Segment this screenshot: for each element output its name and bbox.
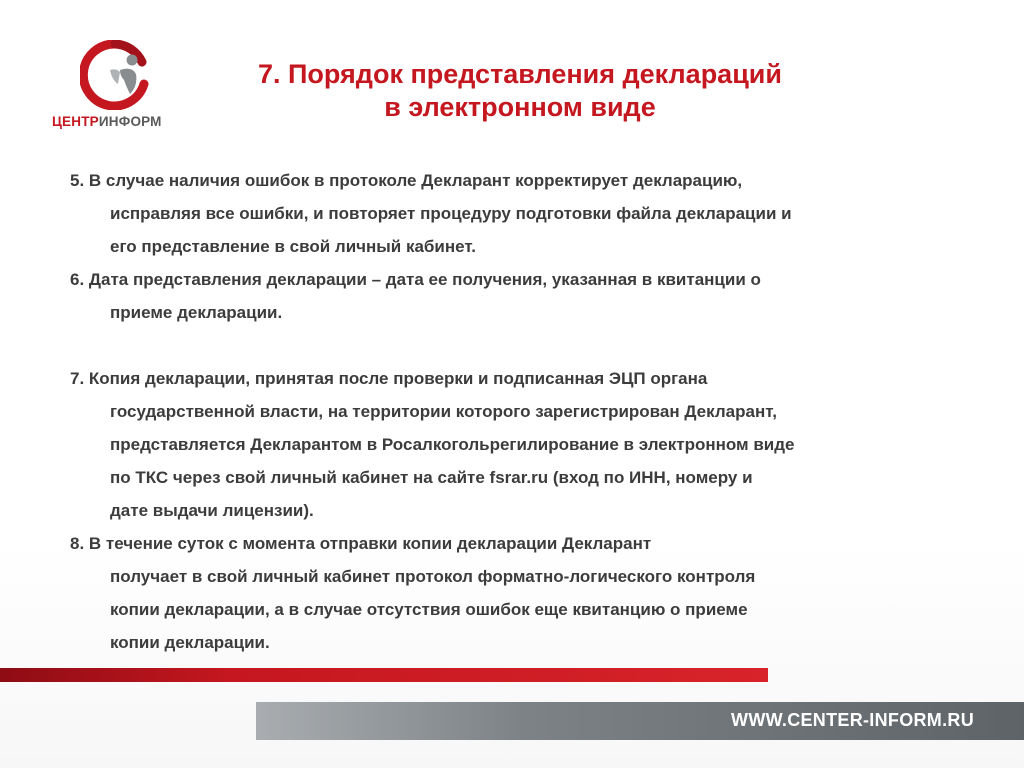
list-item-line: получает в свой личный кабинет протокол форматно-логического контроля	[110, 567, 756, 586]
list-item-line: 8. В течение суток с момента отправки копии декларации Декларант	[70, 534, 652, 553]
list-item-line: дате выдачи лицензии).	[110, 501, 314, 520]
footer-red-bar	[0, 668, 768, 682]
list-item	[70, 362, 990, 527]
list-item	[70, 527, 990, 659]
list-item-line: 7. Копия декларации, принятая после проверки и подписанная ЭЦП органа	[70, 369, 708, 388]
logo-text	[52, 114, 182, 129]
content-list	[70, 164, 990, 659]
title-line-2: в электронном виде	[384, 92, 656, 122]
list-item-line: приеме декларации.	[110, 303, 283, 322]
list-item	[70, 164, 990, 263]
list-item-line: государственной власти, на территории которого зарегистрирован Декларант,	[110, 402, 777, 421]
list-item-line: 5. В случае наличия ошибок в протоколе Декларант корректирует декларацию,	[70, 171, 743, 190]
list-item	[70, 263, 990, 329]
spacer	[70, 329, 990, 362]
logo	[52, 40, 182, 135]
list-item-line: исправляя все ошибки, и повторяет процедуру подготовки файла декларации и	[110, 204, 792, 223]
slide-title	[240, 58, 800, 124]
logo-text-gray: ИНФОРМ	[98, 114, 162, 129]
website-link[interactable]: WWW.CENTER-INFORM.RU	[731, 710, 974, 730]
list-item-line: 6. Дата представления декларации – дата ее получения, указанная в квитанции о	[70, 270, 761, 289]
list-item-line: копии декларации, а в случае отсутствия ошибок еще квитанцию о приеме	[110, 600, 748, 619]
list-item-line: по ТКС через свой личный кабинет на сайте fsrar.ru (вход по ИНН, номеру и	[110, 468, 753, 487]
list-item-line: его представление в свой личный кабинет.	[110, 237, 476, 256]
footer-gray-bar	[256, 702, 1024, 740]
logo-text-red: ЦЕНТР	[52, 114, 99, 129]
list-item-line: копии декларации.	[110, 633, 270, 652]
list-item-line: представляется Декларантом в Росалкогольрегилирование в электронном виде	[110, 435, 795, 454]
logo-emblem-icon	[80, 40, 150, 110]
title-line-1: 7. Порядок представления деклараций	[258, 59, 782, 89]
